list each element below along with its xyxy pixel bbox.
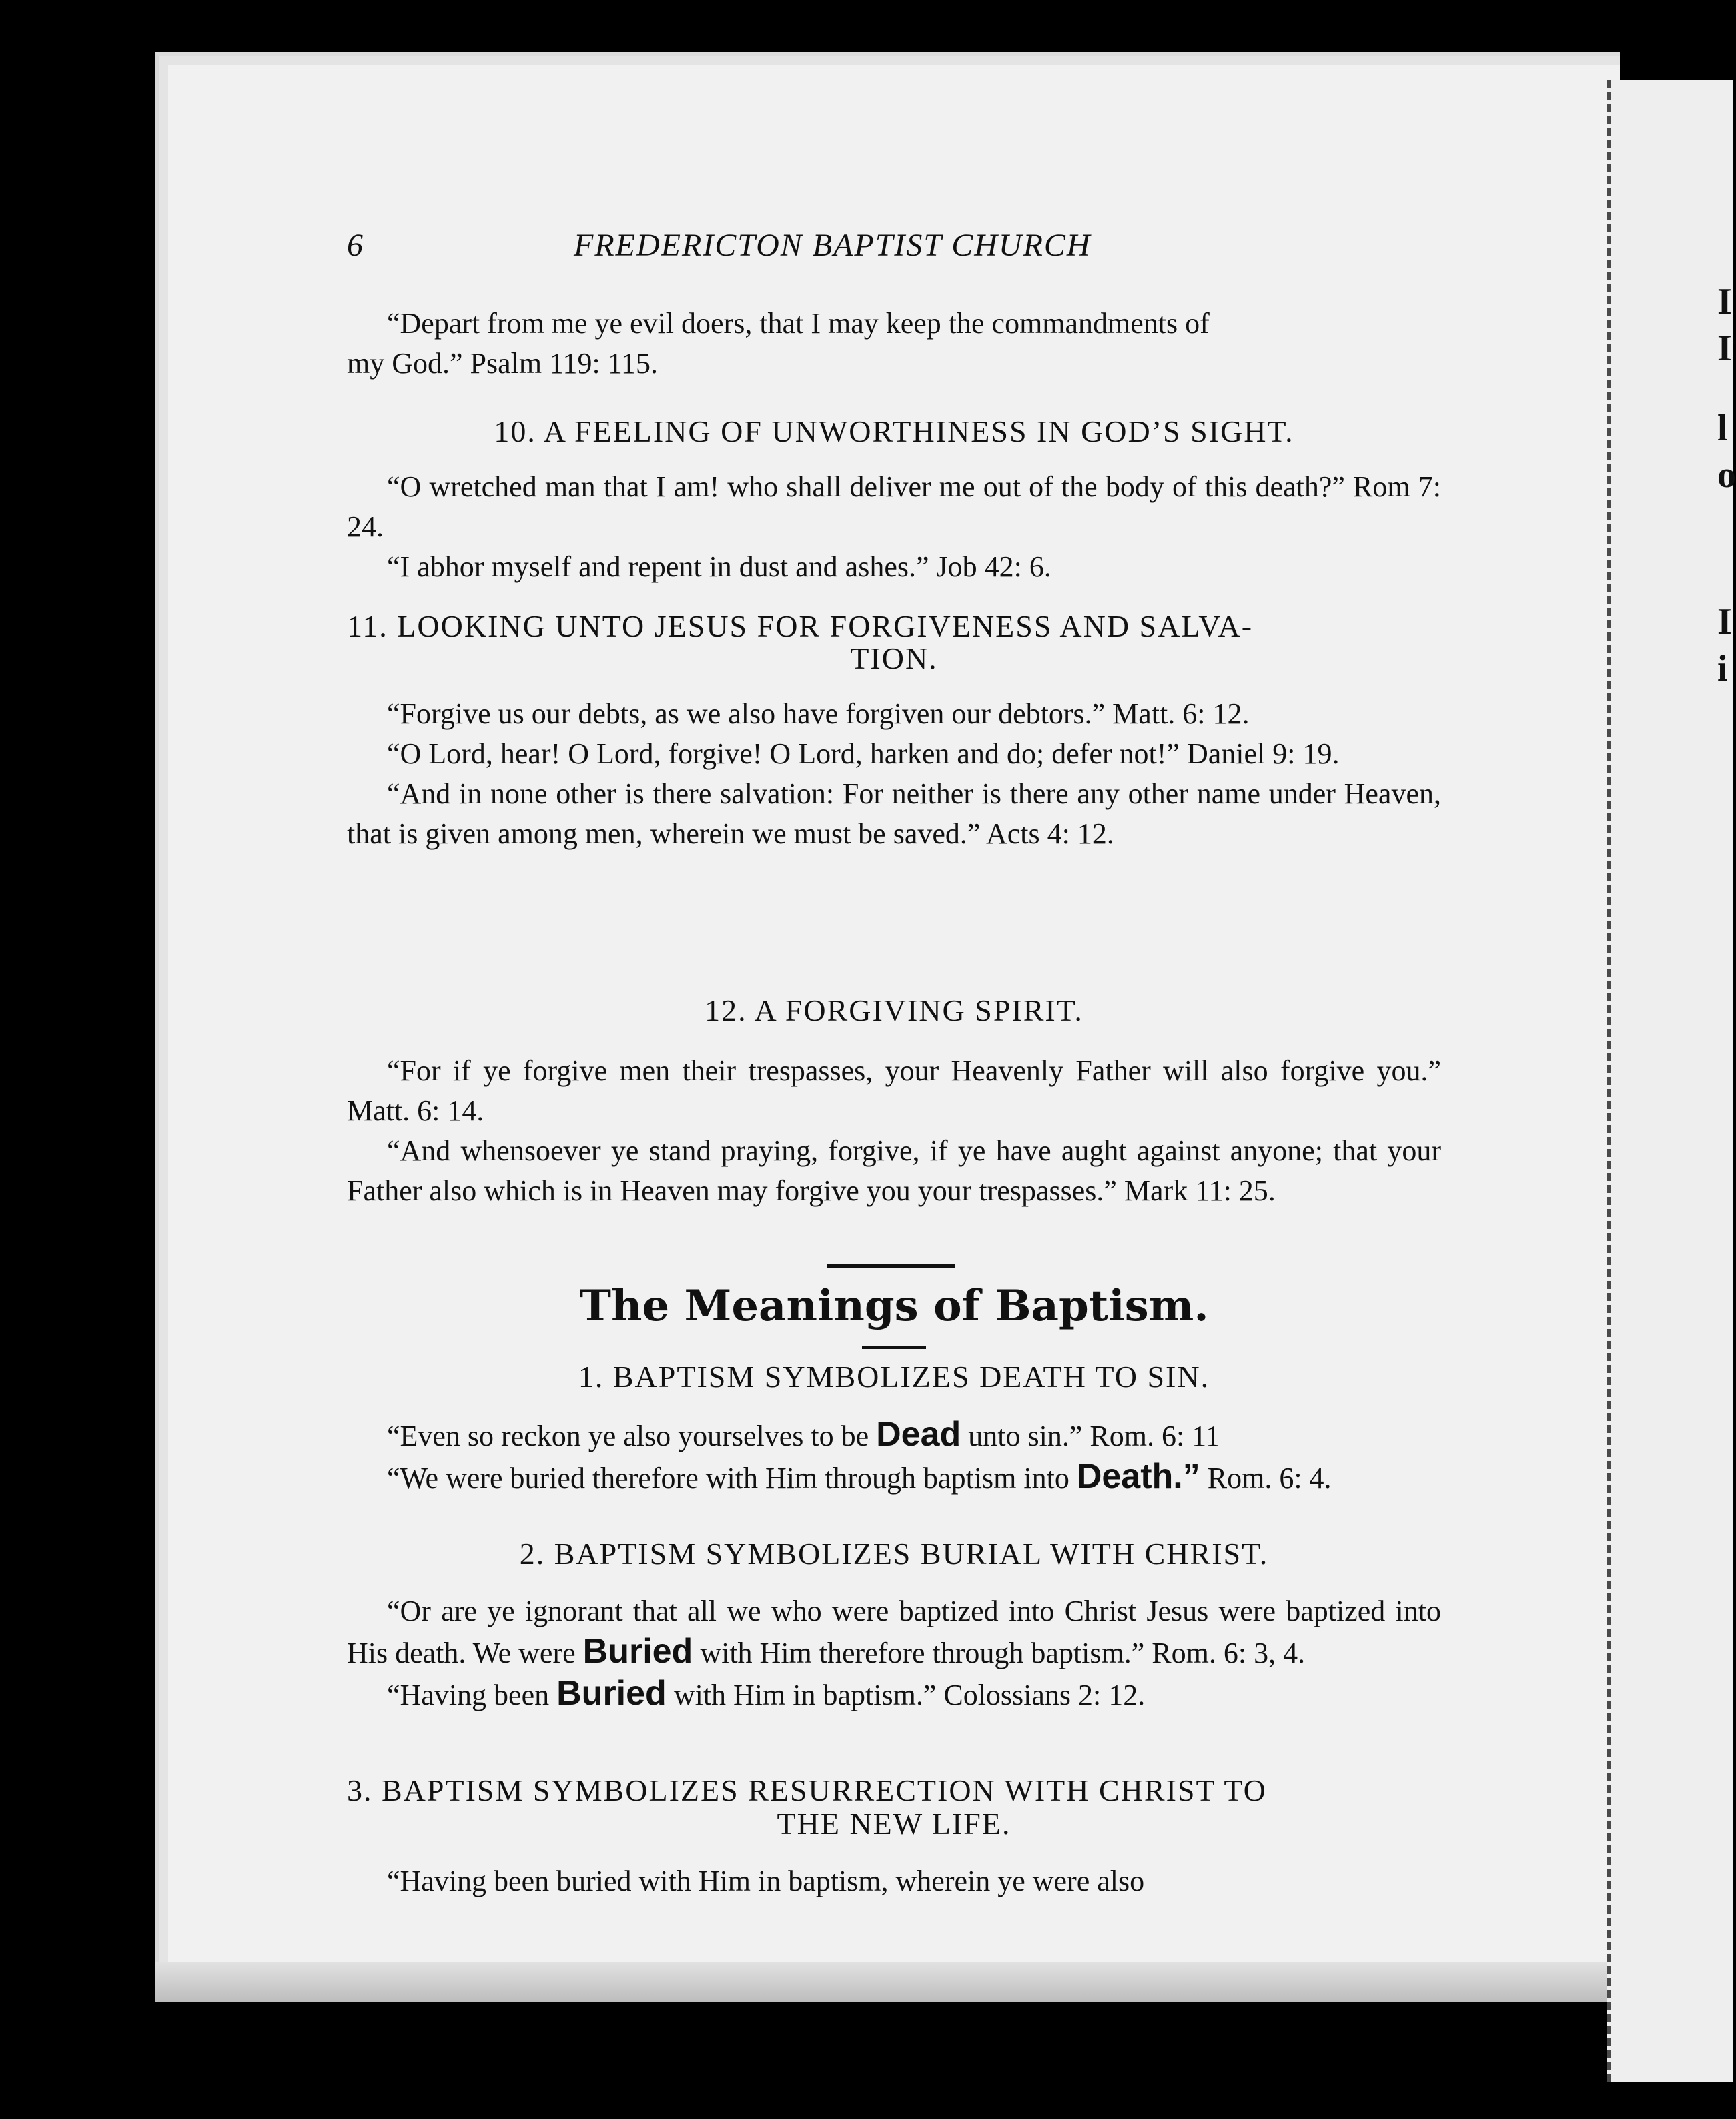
baptism-2-body bbox=[347, 1591, 1441, 1715]
text-run: with Him therefore through baptism.” Rom. 6: 3, 4. bbox=[693, 1637, 1306, 1669]
section-10-para-1: “O wretched man that I am! who shall deliver me out of the body of this death?” Rom 7: 24. bbox=[347, 470, 1441, 543]
title-underline-rule bbox=[862, 1346, 926, 1349]
baptism-1-body bbox=[347, 1414, 1441, 1499]
section-12-para-1: “For if ye forgive men their trespasses, your Heavenly Father will also forgive you.” Matt. 6: 14. bbox=[347, 1054, 1441, 1127]
binding-notch bbox=[124, 767, 151, 815]
text-run: “Or are ye ignorant that all we who were baptized into Christ Jesus were baptized into His death. We were bbox=[347, 1595, 1441, 1669]
baptism-2-para-2 bbox=[347, 1673, 1441, 1715]
section-11-heading-line-1: 11. LOOKING UNTO JESUS FOR FORGIVENESS AND SALVA- bbox=[347, 609, 1254, 643]
baptism-3-heading-line-1: 3. BAPTISM SYMBOLIZES RESURRECTION WITH CHRIST TO bbox=[347, 1773, 1267, 1807]
baptism-1-para-2 bbox=[347, 1456, 1441, 1499]
baptism-2-para-1 bbox=[347, 1591, 1441, 1673]
section-11-body bbox=[347, 694, 1441, 854]
emphasis-buried: Buried bbox=[556, 1674, 667, 1713]
section-10-body bbox=[347, 467, 1441, 587]
intro-line-2: my God.” Psalm 119: 115. bbox=[347, 347, 659, 380]
section-12-body bbox=[347, 1051, 1441, 1211]
running-title: FREDERICTON BAPTIST CHURCH bbox=[574, 228, 1092, 263]
baptism-3-heading-line-2: THE NEW LIFE. bbox=[777, 1807, 1011, 1841]
intro-quote bbox=[347, 304, 1441, 384]
baptism-3-para-1: “Having been buried with Him in baptism, wherein ye were also bbox=[387, 1865, 1145, 1897]
section-11-heading-line-2: TION. bbox=[850, 641, 938, 675]
adjacent-page-edge: I I l o I i bbox=[1607, 80, 1733, 2082]
emphasis-death: Death.” bbox=[1076, 1457, 1200, 1496]
section-11-para-2: “O Lord, hear! O Lord, forgive! O Lord, harken and do; defer not!” Daniel 9: 19. bbox=[387, 737, 1340, 770]
intro-line-1: “Depart from me ye evil doers, that I may keep the commandments of bbox=[387, 307, 1210, 340]
emphasis-dead: Dead bbox=[876, 1415, 961, 1454]
baptism-3-body bbox=[347, 1861, 1441, 1901]
section-10-heading: 10. A FEELING OF UNWORTHINESS IN GOD’S SIGHT. bbox=[494, 414, 1294, 448]
section-12-para-2: “And whensoever ye stand praying, forgive, if ye have aught against anyone; that your Father also which is in Heaven may forgive you your trespasses.” Mark 11: 25. bbox=[347, 1134, 1441, 1207]
section-12-heading: 12. A FORGIVING SPIRIT. bbox=[705, 993, 1083, 1027]
baptism-1-para-1 bbox=[347, 1414, 1441, 1456]
emphasis-buried: Buried bbox=[582, 1632, 693, 1671]
text-run: “Having been bbox=[387, 1679, 557, 1711]
baptism-1-heading: 1. BAPTISM SYMBOLIZES DEATH TO SIN. bbox=[578, 1360, 1210, 1394]
page-number: 6 bbox=[347, 228, 363, 263]
baptism-title: The Meanings of Baptism. bbox=[579, 1281, 1209, 1331]
section-10-para-2: “I abhor myself and repent in dust and ashes.” Job 42: 6. bbox=[387, 550, 1051, 583]
section-11-para-1: “Forgive us our debts, as we also have forgiven our debtors.” Matt. 6: 12. bbox=[387, 697, 1250, 730]
baptism-2-heading: 2. BAPTISM SYMBOLIZES BURIAL WITH CHRIST. bbox=[519, 1537, 1269, 1571]
running-header bbox=[347, 227, 1601, 264]
text-run: unto sin.” Rom. 6: 11 bbox=[961, 1420, 1220, 1452]
text-run: “Even so reckon ye also yourselves to be bbox=[387, 1420, 877, 1452]
text-run: with Him in baptism.” Colossians 2: 12. bbox=[666, 1679, 1146, 1711]
text-run: Rom. 6: 4. bbox=[1200, 1462, 1332, 1495]
page-bottom-edge bbox=[155, 1962, 1616, 2002]
text-run: “We were buried therefore with Him through baptism into bbox=[387, 1462, 1077, 1495]
section-divider-rule bbox=[827, 1264, 955, 1268]
section-11-para-3: “And in none other is there salvation: For neither is there any other name under Heaven, that is given among men, wherein we must be saved.” Acts 4: 12. bbox=[347, 777, 1441, 850]
